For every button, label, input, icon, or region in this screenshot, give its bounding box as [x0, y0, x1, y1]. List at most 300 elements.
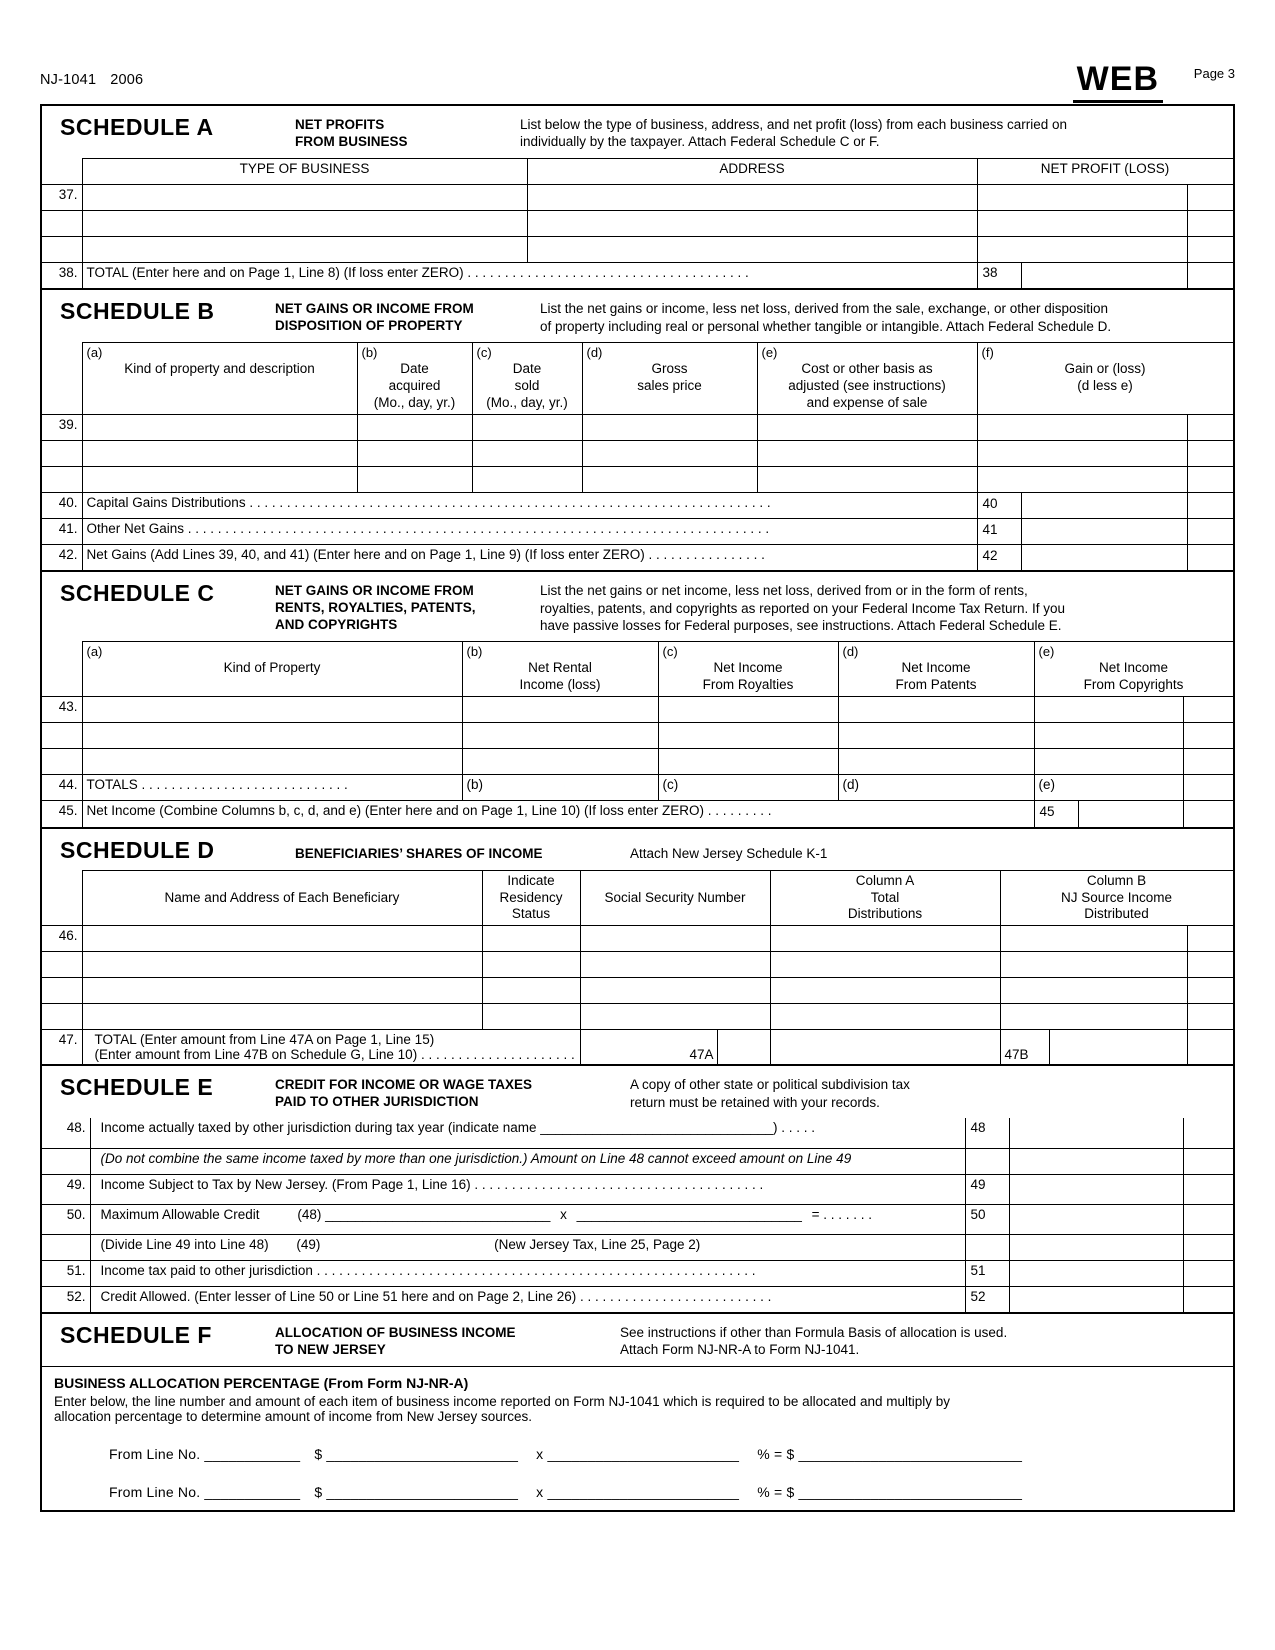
line-48-note-field [1009, 1148, 1183, 1174]
col-header-type-of-business: TYPE OF BUSINESS [82, 158, 527, 184]
input-d-njsource-2[interactable] [1000, 952, 1187, 978]
input-b-gain-3[interactable] [977, 466, 1187, 492]
schedule-d-table [42, 870, 1234, 1065]
input-c-royalties-2[interactable] [658, 723, 838, 749]
input-c-copyrights-3[interactable] [1034, 749, 1183, 775]
input-business-type-2[interactable] [82, 210, 527, 236]
input-b-cents-3[interactable] [1187, 466, 1233, 492]
entry-1-amount[interactable]: $ ________________________ [314, 1445, 519, 1462]
input-b-basis-2[interactable] [757, 440, 977, 466]
total-38-field[interactable] [977, 262, 1187, 288]
box-number-42: 42 [978, 545, 1022, 571]
col-header-d-colB [1000, 870, 1233, 926]
input-d-cents-2[interactable] [1187, 952, 1233, 978]
input-c-cents-3[interactable] [1183, 749, 1233, 775]
schedule-a [42, 106, 1233, 290]
col-label-b-1: Column B [1086, 872, 1147, 888]
entry-1-result[interactable]: % = $ ____________________________ [757, 1445, 1023, 1462]
table-header-row [42, 158, 1233, 184]
col-label-e-1: Cost or other basis as [801, 361, 933, 377]
line-number-45: 45. [42, 801, 82, 827]
total-47b-field[interactable] [1000, 1030, 1187, 1065]
line-row-41 [42, 518, 1233, 544]
col-letter-d: (d) [842, 644, 859, 660]
input-d-total-2[interactable] [770, 952, 1000, 978]
schedule-b-table [42, 342, 1234, 570]
input-b-gross-2[interactable] [582, 440, 757, 466]
line-48-cents[interactable] [1183, 1118, 1233, 1148]
line-42-cents[interactable] [1187, 544, 1233, 570]
col-header-c-d [838, 642, 1034, 697]
input-c-copyrights-2[interactable] [1034, 723, 1183, 749]
input-b-acquired-3[interactable] [357, 466, 472, 492]
totals-44-e[interactable]: (e) [1034, 775, 1183, 801]
col-label-e-2: From Copyrights [1083, 677, 1184, 693]
input-d-name-4[interactable] [82, 1004, 482, 1030]
line-number-blank [42, 978, 82, 1004]
input-c-kind-1[interactable] [82, 697, 462, 723]
input-c-royalties-3[interactable] [658, 749, 838, 775]
line-number-blank [42, 210, 82, 236]
col-header-b-c [472, 343, 582, 415]
line-48-blank[interactable]: _______________________________ [540, 1120, 773, 1136]
input-b-basis-3[interactable] [757, 466, 977, 492]
line-41-label: Other Net Gains . . . . . . . . . . . . . . . . . . . . . . . . . . . . . . . . . . . . . . . . . . . . . . . . . . . . . . . . . . . . . . . . . . . . . . . . . . . . . . [82, 518, 977, 544]
input-b-gross-3[interactable] [582, 466, 757, 492]
line-number-39: 39. [42, 414, 82, 440]
total-47a-cell [580, 1030, 770, 1065]
input-d-ssn-4[interactable] [580, 1004, 770, 1030]
line-row-48 [42, 1118, 1233, 1148]
entry-2-multiplier[interactable]: x ________________________ [536, 1483, 740, 1500]
input-c-cents-1[interactable] [1183, 697, 1233, 723]
input-d-name-1[interactable] [82, 926, 482, 952]
col-header-d-residency [482, 870, 580, 926]
line-number-blank [42, 749, 82, 775]
schedule-a-table [42, 158, 1234, 289]
line-45-field[interactable] [1034, 801, 1183, 827]
total-row-47 [42, 1030, 1233, 1065]
input-d-njsource-4[interactable] [1000, 1004, 1187, 1030]
table-row [42, 978, 1233, 1004]
col-letter-a: (a) [86, 644, 103, 660]
input-d-total-1[interactable] [770, 926, 1000, 952]
form-year: 2006 [110, 72, 144, 88]
schedule-e-subtitle-line2: PAID TO OTHER JURISDICTION [275, 1094, 479, 1110]
line-50-blank2[interactable]: ______________________________ [576, 1206, 802, 1222]
input-d-residency-1[interactable] [482, 926, 580, 952]
col-label-res-3: Status [511, 906, 551, 922]
col-letter-d: (d) [586, 345, 603, 360]
line-45-cents[interactable] [1183, 801, 1233, 827]
input-c-kind-3[interactable] [82, 749, 462, 775]
input-b-cents-2[interactable] [1187, 440, 1233, 466]
line-number-47: 47. [42, 1030, 82, 1065]
spacer-cell [42, 870, 82, 926]
col-label-b-3: Distributed [1084, 906, 1149, 922]
input-d-ssn-1[interactable] [580, 926, 770, 952]
col-label-a: Kind of property and description [124, 361, 315, 377]
schedule-b-title: SCHEDULE B [60, 298, 215, 325]
schedule-f-subtitle [275, 1322, 620, 1359]
line-number-40: 40. [42, 492, 82, 518]
entry-2-result[interactable]: % = $ ____________________________ [757, 1483, 1023, 1500]
table-row [42, 440, 1233, 466]
line-45-label: Net Income (Combine Columns b, c, d, and e) (Enter here and on Page 1, Line 10) (If loss enter ZERO) . . . . . . . . . [82, 801, 1034, 827]
box-number-38: 38 [978, 263, 1022, 289]
line-number-49: 49. [42, 1174, 90, 1204]
input-d-residency-2[interactable] [482, 952, 580, 978]
input-business-type-3[interactable] [82, 236, 527, 262]
input-c-rental-2[interactable] [462, 723, 658, 749]
schedule-e-desc-line1: A copy of other state or political subdivision tax [630, 1077, 910, 1093]
table-header-row [42, 343, 1233, 415]
col-label-a-3: Distributions [847, 906, 923, 922]
total-47-line2: (Enter amount from Line 47B on Schedule G, Line 10) . . . . . . . . . . . . . . . . . . . . . [94, 1047, 575, 1063]
input-d-name-3[interactable] [82, 978, 482, 1004]
col-label-c-2: sold [514, 378, 540, 394]
line-number-42: 42. [42, 544, 82, 570]
form-identifier [40, 72, 143, 88]
col-header-b-f [977, 343, 1233, 415]
allocation-text-line1: Enter below, the line number and amount of each item of business income reported on Form NJ-1041 which is required to be allocated and multiply by [54, 1393, 950, 1409]
schedule-e [42, 1066, 1233, 1314]
input-d-ssn-2[interactable] [580, 952, 770, 978]
col-label-d-1: Gross [651, 361, 688, 377]
line-row-49 [42, 1174, 1233, 1204]
schedule-a-header [42, 106, 1233, 158]
input-b-sold-1[interactable] [472, 414, 582, 440]
input-address-1[interactable] [527, 184, 977, 210]
schedule-a-subtitle-line2: FROM BUSINESS [295, 133, 408, 149]
col-label-res-2: Residency [499, 889, 563, 905]
line-number-38: 38. [42, 262, 82, 288]
input-c-kind-2[interactable] [82, 723, 462, 749]
page-header [40, 60, 1235, 104]
total-47-cents[interactable] [1187, 1030, 1233, 1065]
totals-44-cents[interactable] [1183, 775, 1233, 801]
table-row [42, 210, 1233, 236]
line-number-37: 37. [42, 184, 82, 210]
input-business-type-1[interactable] [82, 184, 527, 210]
schedule-c-subtitle-line3: AND COPYRIGHTS [275, 617, 398, 633]
input-c-patents-2[interactable] [838, 723, 1034, 749]
line-number-50: 50. [42, 1204, 90, 1234]
line-number-43: 43. [42, 697, 82, 723]
input-d-njsource-3[interactable] [1000, 978, 1187, 1004]
line-48-text-pre: Income actually taxed by other jurisdiction during tax year (indicate name [100, 1120, 541, 1136]
input-b-kind-3[interactable] [82, 466, 357, 492]
input-c-cents-2[interactable] [1183, 723, 1233, 749]
allocation-text-line2: allocation percentage to determine amount of income from New Jersey sources. [54, 1408, 532, 1424]
schedule-e-subtitle-line1: CREDIT FOR INCOME OR WAGE TAXES [275, 1077, 533, 1093]
box-number-50: 50 [965, 1204, 1009, 1234]
schedule-c-table [42, 641, 1234, 827]
line-52-cents[interactable] [1183, 1286, 1233, 1312]
line-row-50 [42, 1204, 1233, 1234]
line-number-41: 41. [42, 518, 82, 544]
table-header-row [42, 642, 1233, 697]
schedule-c-desc-line1: List the net gains or net income, less net loss, derived from or in the form of rents, [540, 583, 1028, 599]
col-header-c-e [1034, 642, 1233, 697]
line-50-note [90, 1234, 965, 1260]
schedule-e-subtitle [275, 1074, 630, 1111]
box-number-49: 49 [965, 1174, 1009, 1204]
total-47-line1: TOTAL (Enter amount from Line 47A on Page 1, Line 15) [94, 1032, 435, 1048]
line-51-cents[interactable] [1183, 1260, 1233, 1286]
input-b-cents-1[interactable] [1187, 414, 1233, 440]
line-row-51 [42, 1260, 1233, 1286]
line-50-field[interactable] [1009, 1204, 1183, 1234]
line-50-equals: = . . . . . . . [811, 1206, 873, 1222]
allocation-title: BUSINESS ALLOCATION PERCENTAGE (From Form NJ-NR-A) [54, 1374, 469, 1391]
line-number-blank [42, 1234, 90, 1260]
col-label-ssn: Social Security Number [604, 889, 746, 905]
line-50-label-49: (49) [296, 1236, 321, 1252]
spacer-cell [42, 343, 82, 415]
schedule-e-description [630, 1074, 1223, 1111]
schedule-c-desc-line2: royalties, patents, and copyrights as reported on your Federal Income Tax Return. If you [540, 600, 1066, 616]
input-cents-3[interactable] [1187, 236, 1233, 262]
col-header-c-c [658, 642, 838, 697]
col-label-e-1: Net Income [1098, 660, 1169, 676]
input-d-cents-4[interactable] [1187, 1004, 1233, 1030]
line-41-cents[interactable] [1187, 518, 1233, 544]
input-b-sold-2[interactable] [472, 440, 582, 466]
line-42-label: Net Gains (Add Lines 39, 40, and 41) (Enter here and on Page 1, Line 9) (If loss enter ZERO) . . . . . . . . . . . . . . . . [82, 544, 977, 570]
input-c-rental-1[interactable] [462, 697, 658, 723]
schedule-a-subtitle [295, 114, 520, 151]
schedule-b-subtitle [275, 298, 540, 335]
table-header-row [42, 870, 1233, 926]
line-51-field[interactable] [1009, 1260, 1183, 1286]
table-row [42, 184, 1233, 210]
col-header-b-d [582, 343, 757, 415]
totals-44-d[interactable]: (d) [838, 775, 1034, 801]
input-b-gain-2[interactable] [977, 440, 1187, 466]
line-50-note-field [1009, 1234, 1183, 1260]
col-header-d-name [82, 870, 482, 926]
input-c-copyrights-1[interactable] [1034, 697, 1183, 723]
line-50-cents[interactable] [1183, 1204, 1233, 1234]
spacer-cell [42, 642, 82, 697]
schedule-a-desc-line1: List below the type of business, address, and net profit (loss) from each business carried on [520, 117, 1068, 132]
input-d-name-2[interactable] [82, 952, 482, 978]
col-label-d-2: sales price [637, 378, 702, 394]
schedule-f-body [42, 1366, 1233, 1510]
schedule-c-subtitle-line1: NET GAINS OR INCOME FROM [275, 583, 474, 599]
schedule-b [42, 290, 1233, 572]
form-body [40, 104, 1235, 1512]
schedule-c-subtitle-line2: RENTS, ROYALTIES, PATENTS, [275, 600, 476, 616]
input-d-total-3[interactable] [770, 978, 1000, 1004]
line-52-field[interactable] [1009, 1286, 1183, 1312]
input-d-cents-3[interactable] [1187, 978, 1233, 1004]
line-42-field[interactable] [977, 544, 1187, 570]
box-number-47B: 47B [1004, 1047, 1029, 1063]
line-48-field[interactable] [1009, 1118, 1183, 1148]
input-address-3[interactable] [527, 236, 977, 262]
table-row [42, 952, 1233, 978]
line-40-cents[interactable] [1187, 492, 1233, 518]
input-net-profit-2[interactable] [977, 210, 1187, 236]
schedule-b-header [42, 290, 1233, 342]
col-label-c-2: From Royalties [702, 677, 794, 693]
line-number-46: 46. [42, 926, 82, 952]
input-b-gross-1[interactable] [582, 414, 757, 440]
col-label-name: Name and Address of Each Beneficiary [164, 889, 400, 905]
line-48-text-post: ) . . . . . [772, 1120, 815, 1136]
input-d-residency-3[interactable] [482, 978, 580, 1004]
input-net-profit-3[interactable] [977, 236, 1187, 262]
col-header-b-a [82, 343, 357, 415]
col-letter-e: (e) [1038, 644, 1055, 660]
col-header-d-ssn [580, 870, 770, 926]
box-number-48: 48 [965, 1118, 1009, 1148]
schedule-d-subtitle: BENEFICIARIES’ SHARES OF INCOME [295, 845, 543, 861]
table-row [42, 1004, 1233, 1030]
line-number-44: 44. [42, 775, 82, 801]
box-number-47A: 47A [689, 1047, 714, 1063]
input-b-kind-1[interactable] [82, 414, 357, 440]
line-row-45 [42, 801, 1233, 827]
input-b-acquired-2[interactable] [357, 440, 472, 466]
schedule-c [42, 572, 1233, 828]
line-number-blank [42, 236, 82, 262]
line-row-52 [42, 1286, 1233, 1312]
totals-row-44 [42, 775, 1233, 801]
schedule-c-desc-line3: have passive losses for Federal purposes, see instructions. Attach Federal Schedule E. [540, 617, 1062, 633]
entry-2-line-no[interactable]: From Line No. ____________ [109, 1483, 301, 1500]
box-number-45: 45 [1035, 801, 1079, 827]
line-40-field[interactable] [977, 492, 1187, 518]
line-49-field[interactable] [1009, 1174, 1183, 1204]
schedule-f-subtitle-line1: ALLOCATION OF BUSINESS INCOME [275, 1325, 516, 1341]
input-c-patents-3[interactable] [838, 749, 1034, 775]
input-address-2[interactable] [527, 210, 977, 236]
line-52-label: Credit Allowed. (Enter lesser of Line 50 or Line 51 here and on Page 2, Line 26) . . . . . . . . . . . . . . . . . . . . . . . . . . [90, 1286, 965, 1312]
entry-1-multiplier[interactable]: x ________________________ [536, 1445, 740, 1462]
entry-2-amount[interactable]: $ ________________________ [314, 1483, 519, 1500]
input-d-residency-4[interactable] [482, 1004, 580, 1030]
col-label-c-3: (Mo., day, yr.) [486, 395, 568, 410]
col-label-b-1: Date [400, 361, 429, 377]
input-cents-2[interactable] [1187, 210, 1233, 236]
line-50-blank1[interactable]: ______________________________ [325, 1206, 551, 1222]
input-b-sold-3[interactable] [472, 466, 582, 492]
line-50-text: Maximum Allowable Credit [100, 1206, 260, 1222]
table-row [42, 466, 1233, 492]
input-b-basis-1[interactable] [757, 414, 977, 440]
line-51-label: Income tax paid to other jurisdiction . . . . . . . . . . . . . . . . . . . . . . . . . . . . . . . . . . . . . . . . . . . . . . . . . . . . . . . . . . . [90, 1260, 965, 1286]
schedule-b-desc-line2: of property including real or personal whether tangible or intangible. Attach Federal Schedule D. [540, 318, 1112, 334]
line-number-52: 52. [42, 1286, 90, 1312]
col-label-a: Kind of Property [223, 660, 321, 676]
schedule-b-subtitle-line2: DISPOSITION OF PROPERTY [275, 318, 463, 334]
col-label-f-2: (d less e) [1077, 378, 1133, 394]
table-row [42, 236, 1233, 262]
box-empty [965, 1234, 1009, 1260]
schedule-c-subtitle [275, 580, 540, 634]
col-header-net-profit: NET PROFIT (LOSS) [977, 158, 1233, 184]
input-c-royalties-1[interactable] [658, 697, 838, 723]
col-label-b-3: (Mo., day, yr.) [373, 395, 456, 410]
schedule-b-desc-line1: List the net gains or income, less net loss, derived from the sale, exchange, or other disposition [540, 301, 1109, 317]
col-header-b-b [357, 343, 472, 415]
schedule-a-title: SCHEDULE A [60, 114, 214, 140]
schedule-e-table [42, 1118, 1233, 1312]
input-net-profit-1[interactable] [977, 184, 1187, 210]
line-number-blank [42, 952, 82, 978]
line-49-cents[interactable] [1183, 1174, 1233, 1204]
input-c-patents-1[interactable] [838, 697, 1034, 723]
col-letter-f: (f) [981, 345, 994, 360]
schedule-a-desc-line2: individually by the taxpayer. Attach Federal Schedule C or F. [520, 134, 880, 150]
col-label-res-1: Indicate [507, 872, 555, 888]
input-b-kind-2[interactable] [82, 440, 357, 466]
entry-1-line-no[interactable]: From Line No. ____________ [109, 1445, 301, 1462]
total-47a-field[interactable] [770, 1030, 1000, 1065]
line-number-blank [42, 1004, 82, 1030]
schedule-f-subtitle-line2: TO NEW JERSEY [275, 1341, 386, 1357]
schedule-b-description [540, 298, 1223, 335]
schedule-f-desc-line1: See instructions if other than Formula Basis of allocation is used. [620, 1325, 1008, 1341]
table-row [42, 414, 1233, 440]
col-label-c-1: Date [512, 361, 542, 377]
input-d-ssn-3[interactable] [580, 978, 770, 1004]
col-label-b-2: Income (loss) [519, 677, 601, 693]
total-38-cents[interactable] [1187, 262, 1233, 288]
total-38-label: TOTAL (Enter here and on Page 1, Line 8) (If loss enter ZERO) . . . . . . . . . . . . . . . . . . . . . . . . . . . . . . . . . . . . . . [82, 262, 977, 288]
col-header-c-a [82, 642, 462, 697]
table-row [42, 926, 1233, 952]
input-c-rental-3[interactable] [462, 749, 658, 775]
input-cents-1[interactable] [1187, 184, 1233, 210]
totals-44-label: TOTALS . . . . . . . . . . . . . . . . . . . . . . . . . . . . [82, 775, 462, 801]
schedule-c-description [540, 580, 1223, 634]
input-b-gain-1[interactable] [977, 414, 1187, 440]
line-number-blank [42, 1148, 90, 1174]
col-letter-a: (a) [86, 345, 103, 360]
box-number-51: 51 [965, 1260, 1009, 1286]
allocation-block [42, 1367, 1233, 1510]
col-letter-c: (c) [662, 644, 678, 660]
schedule-d [42, 829, 1233, 1067]
input-b-acquired-1[interactable] [357, 414, 472, 440]
web-stamp: WEB [1073, 60, 1163, 103]
box-number-52: 52 [965, 1286, 1009, 1312]
page-number: Page 3 [1193, 66, 1235, 81]
line-50-divide-text: (Divide Line 49 into Line 48) [100, 1236, 269, 1252]
schedule-e-header [42, 1066, 1233, 1118]
totals-44-b[interactable]: (b) [462, 775, 658, 801]
line-49-label: Income Subject to Tax by New Jersey. (From Page 1, Line 16) . . . . . . . . . . . . . . . . . . . . . . . . . . . . . . . . . . . . . . . [90, 1174, 965, 1204]
col-label-f-1: Gain or (loss) [1064, 361, 1146, 377]
col-label-e-3: and expense of sale [806, 395, 928, 410]
col-letter-b: (b) [466, 644, 483, 660]
table-row [42, 749, 1233, 775]
input-d-cents-1[interactable] [1187, 926, 1233, 952]
totals-44-c[interactable]: (c) [658, 775, 838, 801]
schedule-c-title: SCHEDULE C [60, 580, 215, 607]
schedule-f [42, 1314, 1233, 1510]
line-41-field[interactable] [977, 518, 1187, 544]
line-row-42 [42, 544, 1233, 570]
input-d-njsource-1[interactable] [1000, 926, 1187, 952]
input-d-total-4[interactable] [770, 1004, 1000, 1030]
col-label-d-2: From Patents [895, 677, 977, 693]
col-label-b-2: NJ Source Income [1060, 889, 1173, 905]
